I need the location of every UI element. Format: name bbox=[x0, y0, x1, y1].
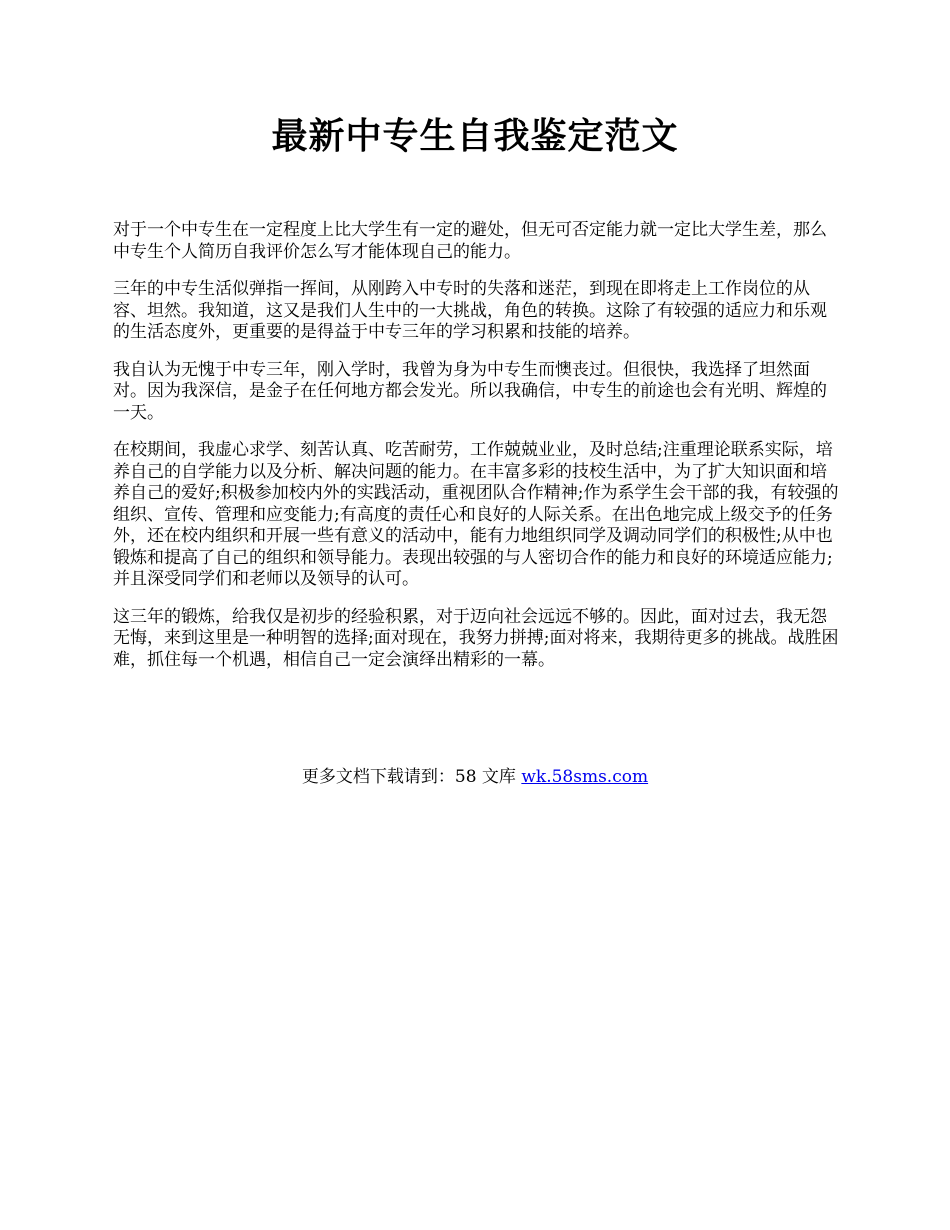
paragraph-2: 三年的中专生活似弹指一挥间，从刚跨入中专时的失落和迷茫，到现在即将走上工作岗位的从容、坦然。我知道，这又是我们人生中的一大挑战，角色的转换。这除了有较强的适应力和乐观的生活态度外，更重要的是得益于中专三年的学习积累和技能的培养。 bbox=[113, 279, 827, 342]
download-footer bbox=[0, 766, 950, 788]
document-title: 最新中专生自我鉴定范文 bbox=[271, 115, 679, 157]
footer-prefix: 更多文档下载请到：58 文库 bbox=[301, 767, 522, 787]
paragraph-5: 这三年的锻炼，给我仅是初步的经验积累，对于迈向社会远远不够的。因此，面对过去，我无怨无悔，来到这里是一种明智的选择;面对现在，我努力拼搏;面对将来，我期待更多的挑战。战胜困难，抓住每一个机遇，相信自己一定会演绎出精彩的一幕。 bbox=[113, 606, 839, 670]
paragraph-3: 我自认为无愧于中专三年，刚入学时，我曾为身为中专生而懊丧过。但很快，我选择了坦然面对。因为我深信，是金子在任何地方都会发光。所以我确信，中专生的前途也会有光明、辉煌的一天。 bbox=[113, 359, 827, 423]
footer-link[interactable]: wk.58sms.com bbox=[521, 767, 649, 787]
paragraph-4: 在校期间，我虚心求学、刻苦认真、吃苦耐劳，工作兢兢业业，及时总结;注重理论联系实际，培养自己的自学能力以及分析、解决问题的能力。在丰富多彩的技校生活中，为了扩大知识面和培养自己的爱好;积极参加校内外的实践活动，重视团队合作精神;作为系学生会干部的我，有较强的组织、宣传、管理和应变能力;有高度的责任心和良好的人际关系。在出色地完成上级交予的任务外，还在校内组织和开展一些有意义的活动中，能有力地组织同学及调动同学们的积极性;从中也锻炼和提高了自己的组织和领导能力。表现出较强的与人密切合作的能力和良好的环境适应能力;并且深受同学们和老师以及领导的认可。 bbox=[113, 440, 839, 589]
paragraph-1: 对于一个中专生在一定程度上比大学生有一定的避处，但无可否定能力就一定比大学生差，那么中专生个人简历自我评价怎么写才能体现自己的能力。 bbox=[113, 220, 827, 262]
document-body bbox=[113, 220, 843, 687]
